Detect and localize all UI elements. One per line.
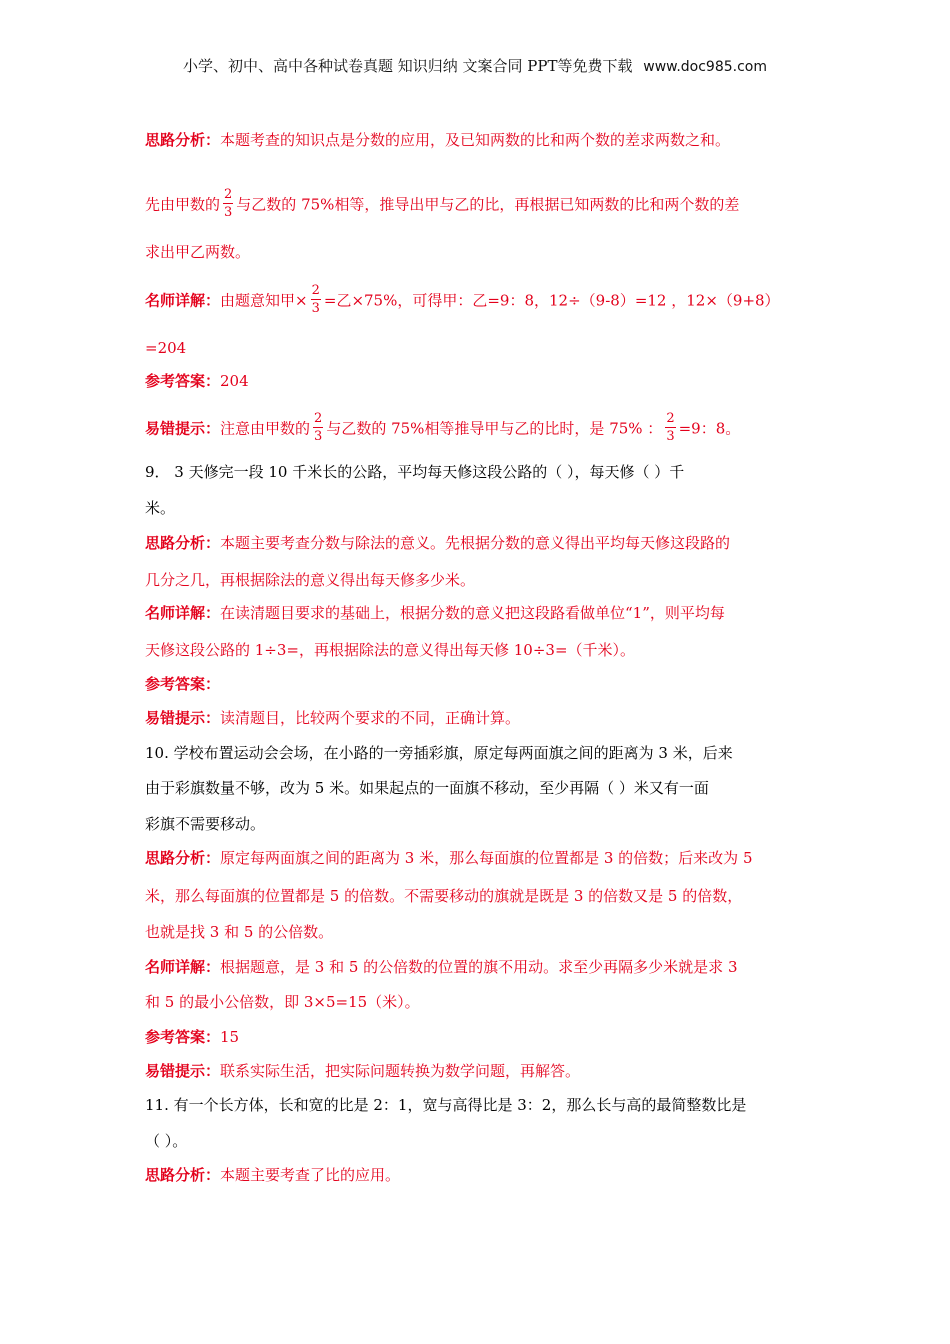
- header-url[interactable]: www.doc985.com: [643, 59, 768, 75]
- q8-tip: [145, 412, 740, 447]
- q8-detail-text-2: =204: [145, 339, 187, 357]
- q10-question-line-1: [145, 743, 733, 763]
- fraction-denominator: 3: [314, 429, 323, 444]
- q8-tip-text-c: =9：8。: [678, 419, 741, 438]
- q11-question-line-2: [145, 1131, 187, 1151]
- q8-analysis-text-1: 本题考查的知识点是分数的应用，及已知两数的比和两个数的差求两数之和。: [220, 131, 731, 149]
- tip-label: 易错提示：: [145, 419, 221, 438]
- q8-analysis-text-3: 求出甲乙两数。: [145, 243, 251, 261]
- detail-label: 名师详解：: [145, 291, 221, 310]
- header-text: 小学、初中、高中各种试卷真题 知识归纳 文案合同 PPT等免费下载: [182, 57, 633, 75]
- q8-answer-value: 204: [220, 372, 249, 390]
- fraction-numerator: 2: [666, 411, 675, 426]
- q9-analysis-text-1: 本题主要考查分数与除法的意义。先根据分数的意义得出平均每天修这段路的: [220, 534, 731, 552]
- answer-label: 参考答案：: [145, 372, 221, 390]
- q10-analysis-line-2: [145, 886, 742, 906]
- q8-tip-text-b: 与乙数的 75%相等推导甲与乙的比时，是 75% ：: [326, 419, 663, 438]
- q10-analysis: [145, 848, 753, 868]
- q8-analysis-line-3: [145, 242, 250, 262]
- q10-tip-text: 联系实际生活，把实际问题转换为数学问题，再解答。: [220, 1062, 581, 1080]
- q9-analysis-text-2: 几分之几，再根据除法的意义得出每天修多少米。: [145, 571, 476, 589]
- fraction-numerator: 2: [314, 411, 323, 426]
- q8-detail-text-b: =乙×75%，可得甲：乙=9：8，12÷（9-8）=12 ，12×（9+8）: [323, 291, 780, 310]
- q8-detail-text-a: 由题意知甲×: [220, 291, 308, 310]
- detail-label: 名师详解：: [145, 604, 221, 622]
- q11-analysis: [145, 1165, 400, 1185]
- q10-analysis-line-3: [145, 922, 333, 942]
- answer-label: 参考答案：: [145, 675, 221, 693]
- q8-detail: [145, 284, 780, 319]
- q11-question-line-1: [145, 1095, 746, 1115]
- q10-question-text-3: 彩旗不需要移动。: [145, 815, 266, 833]
- q11-analysis-text-1: 本题主要考查了比的应用。: [220, 1166, 401, 1184]
- q9-answer: [145, 674, 220, 694]
- fraction: [665, 410, 675, 445]
- q10-answer-value: 15: [220, 1028, 240, 1046]
- analysis-label: 思路分析：: [145, 1166, 221, 1184]
- q9-detail-text-1: 在读清题目要求的基础上，根据分数的意义把这段路看做单位“1”，则平均每: [220, 604, 725, 622]
- q10-detail-line-2: [145, 992, 420, 1012]
- fraction: [311, 282, 321, 317]
- q9-question-line-1: [145, 462, 684, 482]
- tip-label: 易错提示：: [145, 709, 221, 727]
- fraction-numerator: 2: [224, 187, 233, 202]
- detail-label: 名师详解：: [145, 958, 221, 976]
- analysis-label: 思路分析：: [145, 131, 221, 149]
- q9-tip: [145, 708, 520, 728]
- fraction: [223, 186, 233, 221]
- page-header: [0, 55, 950, 76]
- fraction-numerator: 2: [311, 283, 320, 298]
- q10-analysis-text-2: 米，那么每面旗的位置都是 5 的倍数。不需要移动的旗就是既是 3 的倍数又是 5 的倍数，: [145, 887, 743, 905]
- q11-question-text-1: 11. 有一个长方体，长和宽的比是 2：1，宽与高得比是 3：2，那么长与高的最简整数比是: [145, 1096, 747, 1114]
- q9-detail: [145, 603, 725, 623]
- q8-analysis-text-2a: 先由甲数的: [145, 195, 221, 214]
- q10-answer: [145, 1027, 239, 1047]
- analysis-label: 思路分析：: [145, 534, 221, 552]
- q10-question-line-3: [145, 814, 265, 834]
- q10-detail-text-2: 和 5 的最小公倍数，即 3×5=15（米）。: [145, 993, 420, 1011]
- answer-label: 参考答案：: [145, 1028, 221, 1046]
- fraction-denominator: 3: [224, 205, 233, 220]
- q10-detail-text-1: 根据题意，是 3 和 5 的公倍数的位置的旗不用动。求至少再隔多少米就是求 3: [220, 958, 738, 976]
- q10-question-text-1: 10. 学校布置运动会会场，在小路的一旁插彩旗，原定每两面旗之间的距离为 3 米，后来: [145, 744, 733, 762]
- q10-tip: [145, 1061, 580, 1081]
- fraction: [313, 410, 323, 445]
- fraction-denominator: 3: [311, 301, 320, 316]
- tip-label: 易错提示：: [145, 1062, 221, 1080]
- q8-answer: [145, 371, 249, 391]
- q8-analysis: [145, 130, 730, 150]
- fraction-denominator: 3: [666, 429, 675, 444]
- q10-analysis-text-3: 也就是找 3 和 5 的公倍数。: [145, 923, 334, 941]
- q10-analysis-text-1: 原定每两面旗之间的距离为 3 米，那么每面旗的位置都是 3 的倍数；后来改为 5: [220, 849, 753, 867]
- q9-question-text-2: 米。: [145, 499, 176, 517]
- analysis-label: 思路分析：: [145, 849, 221, 867]
- q8-tip-text-a: 注意由甲数的: [220, 419, 311, 438]
- q8-analysis-line-2: [145, 188, 739, 223]
- q9-detail-line-2: [145, 640, 635, 660]
- q11-question-text-2: （ ）。: [145, 1132, 188, 1150]
- q9-question-line-2: [145, 498, 175, 518]
- q10-detail: [145, 957, 738, 977]
- q9-tip-text: 读清题目，比较两个要求的不同，正确计算。: [220, 709, 521, 727]
- q10-question-line-2: [145, 778, 709, 798]
- q8-analysis-text-2b: 与乙数的 75%相等，推导出甲与乙的比，再根据已知两数的比和两个数的差: [236, 195, 740, 214]
- q8-detail-line-2: [145, 338, 186, 358]
- q9-question-text-1: 9． 3 天修完一段 10 千米长的公路，平均每天修这段公路的（ ），每天修（ ）千: [145, 463, 685, 481]
- q9-analysis: [145, 533, 730, 553]
- q9-analysis-line-2: [145, 570, 475, 590]
- q9-detail-text-2: 天修这段公路的 1÷3=，再根据除法的意义得出每天修 10÷3=（千米）。: [145, 641, 636, 659]
- q10-question-text-2: 由于彩旗数量不够，改为 5 米。如果起点的一面旗不移动，至少再隔（ ）米又有一面: [145, 779, 709, 797]
